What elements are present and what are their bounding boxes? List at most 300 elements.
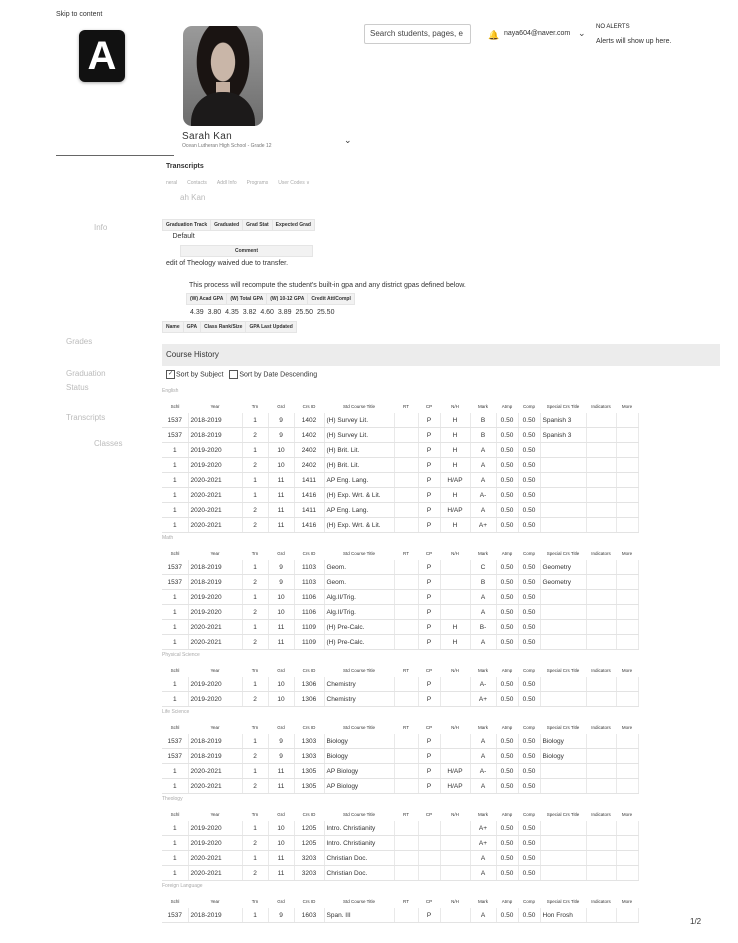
table-cell bbox=[616, 443, 638, 458]
table-cell bbox=[616, 749, 638, 764]
gpa-value: 25.50 bbox=[295, 309, 313, 316]
column-header: Indicators bbox=[591, 668, 611, 673]
table-cell bbox=[586, 779, 616, 794]
column-header: More bbox=[621, 899, 633, 904]
subject-group-label: English bbox=[162, 388, 179, 394]
course-table bbox=[162, 895, 639, 923]
table-header: Graduation Track bbox=[163, 220, 211, 231]
course-table bbox=[162, 808, 639, 881]
gpa-table bbox=[186, 293, 355, 305]
table-cell: 1103 bbox=[294, 560, 324, 575]
tab-user-codes[interactable]: User Codes ∨ bbox=[278, 180, 310, 186]
column-header: Crs ID bbox=[302, 899, 316, 904]
table-cell bbox=[586, 908, 616, 923]
table-cell: 1 bbox=[242, 734, 268, 749]
table-cell: H bbox=[440, 413, 470, 428]
column-header: Crs ID bbox=[302, 668, 316, 673]
nav-item-transcripts[interactable]: Transcripts bbox=[66, 413, 106, 422]
table-cell: 2019-2020 bbox=[188, 443, 242, 458]
table-cell: H/AP bbox=[440, 779, 470, 794]
table-cell bbox=[394, 560, 418, 575]
table-cell: A bbox=[470, 779, 496, 794]
table-cell: (H) Exp. Wrt. & Lit. bbox=[324, 518, 394, 533]
table-cell: 1537 bbox=[162, 560, 188, 575]
table-cell: 9 bbox=[268, 428, 294, 443]
table-row[interactable] bbox=[162, 458, 638, 473]
table-cell: 1103 bbox=[294, 575, 324, 590]
table-cell: 1 bbox=[242, 620, 268, 635]
student-name: Sarah Kan bbox=[182, 131, 232, 142]
table-cell bbox=[540, 836, 586, 851]
table-cell: 11 bbox=[268, 764, 294, 779]
column-header: CP bbox=[425, 668, 433, 673]
sort-by-date-checkbox[interactable] bbox=[229, 370, 238, 379]
tab-general[interactable]: neral bbox=[166, 180, 178, 186]
column-header: Trn bbox=[251, 725, 259, 730]
table-cell: 1 bbox=[242, 821, 268, 836]
course-history-groups bbox=[162, 388, 722, 925]
gpa-value: 3.82 bbox=[242, 309, 257, 316]
skip-to-content-link[interactable]: Skip to content bbox=[56, 11, 103, 18]
table-cell: A+ bbox=[470, 836, 496, 851]
table-cell bbox=[616, 488, 638, 503]
table-cell: 0.50 bbox=[496, 734, 518, 749]
table-cell: 3203 bbox=[294, 866, 324, 881]
table-cell bbox=[586, 866, 616, 881]
column-header: N/H bbox=[451, 812, 459, 817]
table-cell: 2 bbox=[242, 518, 268, 533]
gpa-value: 3.89 bbox=[277, 309, 292, 316]
tab-contacts[interactable]: Contacts bbox=[187, 180, 207, 186]
user-email[interactable]: naya604@naver.com bbox=[504, 30, 571, 37]
table-cell: 1205 bbox=[294, 821, 324, 836]
table-cell bbox=[394, 866, 418, 881]
app-logo[interactable]: A bbox=[79, 30, 125, 82]
table-cell bbox=[586, 749, 616, 764]
column-header: Atmp bbox=[501, 812, 513, 817]
table-cell bbox=[394, 749, 418, 764]
table-cell bbox=[394, 413, 418, 428]
table-row[interactable] bbox=[162, 575, 638, 590]
table-cell: A bbox=[470, 473, 496, 488]
table-cell: (H) Exp. Wrt. & Lit. bbox=[324, 488, 394, 503]
table-cell bbox=[540, 590, 586, 605]
table-cell bbox=[616, 560, 638, 575]
table-cell: (H) Survey Lit. bbox=[324, 428, 394, 443]
table-row[interactable] bbox=[162, 635, 638, 650]
table-cell: A bbox=[470, 734, 496, 749]
column-header: Comp bbox=[522, 551, 535, 556]
table-cell: 2019-2020 bbox=[188, 692, 242, 707]
table-cell: A bbox=[470, 443, 496, 458]
table-cell: Biology bbox=[540, 734, 586, 749]
table-cell: 2019-2020 bbox=[188, 605, 242, 620]
table-cell: 2 bbox=[242, 749, 268, 764]
chevron-down-icon[interactable]: ⌄ bbox=[344, 135, 352, 145]
column-header: Indicators bbox=[591, 404, 611, 409]
column-header: Crs ID bbox=[302, 725, 316, 730]
column-header: Atmp bbox=[501, 404, 513, 409]
table-cell: 10 bbox=[268, 677, 294, 692]
table-cell bbox=[616, 575, 638, 590]
table-cell bbox=[394, 443, 418, 458]
table-cell: 0.50 bbox=[518, 413, 540, 428]
table-cell: 10 bbox=[268, 836, 294, 851]
table-cell bbox=[440, 866, 470, 881]
column-header: N/H bbox=[451, 551, 459, 556]
alerts-subtitle: Alerts will show up here. bbox=[596, 38, 672, 45]
table-cell: Geometry bbox=[540, 560, 586, 575]
nav-item-grades[interactable]: Grades bbox=[66, 337, 93, 346]
table-cell: Intro. Christianity bbox=[324, 821, 394, 836]
table-cell: (H) Pre-Calc. bbox=[324, 620, 394, 635]
table-row[interactable] bbox=[162, 518, 638, 533]
table-cell bbox=[586, 458, 616, 473]
gpa-note: This process will recompute the student's built-in gpa and any district gpas defined below. bbox=[189, 282, 466, 289]
column-header: Comp bbox=[522, 404, 535, 409]
table-cell bbox=[394, 734, 418, 749]
subject-group-label: Foreign Language bbox=[162, 883, 203, 889]
column-header: Trn bbox=[251, 404, 259, 409]
table-cell: 2019-2020 bbox=[188, 836, 242, 851]
table-cell: 0.50 bbox=[518, 428, 540, 443]
column-header: Special Crs Title bbox=[546, 551, 580, 556]
table-header: Expected Grad bbox=[272, 220, 314, 231]
table-cell bbox=[394, 692, 418, 707]
table-cell bbox=[540, 866, 586, 881]
table-cell bbox=[394, 458, 418, 473]
table-cell bbox=[586, 836, 616, 851]
table-cell: 1 bbox=[162, 605, 188, 620]
table-cell: P bbox=[418, 443, 440, 458]
table-cell: Biology bbox=[324, 749, 394, 764]
table-cell: 0.50 bbox=[496, 503, 518, 518]
table-cell: H bbox=[440, 458, 470, 473]
table-header: Grad Stat bbox=[243, 220, 273, 231]
column-header: Mark bbox=[478, 551, 488, 556]
table-cell bbox=[440, 851, 470, 866]
table-cell: 1411 bbox=[294, 503, 324, 518]
table-cell bbox=[616, 458, 638, 473]
table-cell: P bbox=[418, 473, 440, 488]
table-cell: 2018-2019 bbox=[188, 428, 242, 443]
table-row[interactable] bbox=[162, 428, 638, 443]
table-cell bbox=[616, 620, 638, 635]
subject-group-label: Theology bbox=[162, 796, 183, 802]
table-cell: P bbox=[418, 779, 440, 794]
table-cell: 2402 bbox=[294, 458, 324, 473]
table-cell: 0.50 bbox=[518, 779, 540, 794]
course-table bbox=[162, 721, 639, 794]
table-cell: P bbox=[418, 458, 440, 473]
column-header: RT bbox=[403, 812, 409, 817]
table-row[interactable] bbox=[162, 560, 638, 575]
table-cell: P bbox=[418, 749, 440, 764]
table-cell bbox=[616, 779, 638, 794]
page-title: Transcripts bbox=[166, 163, 204, 170]
sort-by-subject-checkbox[interactable]: ✓ bbox=[167, 371, 174, 377]
table-row[interactable] bbox=[162, 473, 638, 488]
student-photo bbox=[183, 26, 263, 126]
sort-options bbox=[166, 370, 317, 379]
table-cell: 1 bbox=[242, 677, 268, 692]
table-cell: 0.50 bbox=[518, 575, 540, 590]
nav-item-info[interactable]: Info bbox=[94, 223, 108, 232]
table-row[interactable] bbox=[162, 749, 638, 764]
table-cell: A bbox=[470, 635, 496, 650]
table-cell: 2020-2021 bbox=[188, 503, 242, 518]
table-cell: 1 bbox=[162, 518, 188, 533]
table-cell: 2 bbox=[242, 575, 268, 590]
table-cell: P bbox=[418, 518, 440, 533]
table-cell: 11 bbox=[268, 503, 294, 518]
table-cell bbox=[540, 518, 586, 533]
table-cell bbox=[616, 518, 638, 533]
table-row[interactable] bbox=[162, 764, 638, 779]
table-cell bbox=[586, 851, 616, 866]
table-cell: 2 bbox=[242, 866, 268, 881]
column-header: Year bbox=[210, 725, 220, 730]
table-row[interactable] bbox=[162, 677, 638, 692]
table-cell: 0.50 bbox=[496, 518, 518, 533]
table-cell bbox=[616, 821, 638, 836]
table-cell: H bbox=[440, 428, 470, 443]
table-cell: 2 bbox=[242, 458, 268, 473]
table-cell: H bbox=[440, 518, 470, 533]
table-cell: 0.50 bbox=[518, 749, 540, 764]
table-cell bbox=[440, 908, 470, 923]
table-cell: P bbox=[418, 590, 440, 605]
tab-programs[interactable]: Programs bbox=[246, 180, 269, 186]
table-cell bbox=[418, 836, 440, 851]
table-cell: 0.50 bbox=[496, 851, 518, 866]
table-cell bbox=[540, 473, 586, 488]
table-cell: 10 bbox=[268, 821, 294, 836]
table-cell bbox=[540, 821, 586, 836]
table-row[interactable] bbox=[162, 413, 638, 428]
table-cell: 1 bbox=[242, 413, 268, 428]
table-cell bbox=[440, 575, 470, 590]
table-cell: 1 bbox=[242, 443, 268, 458]
course-table bbox=[162, 664, 639, 707]
table-cell: 11 bbox=[268, 851, 294, 866]
column-header: Indicators bbox=[591, 812, 611, 817]
table-header: GPA bbox=[183, 322, 200, 333]
table-cell bbox=[586, 518, 616, 533]
table-cell: 9 bbox=[268, 413, 294, 428]
table-cell bbox=[440, 734, 470, 749]
column-header: Grd bbox=[277, 812, 285, 817]
table-cell: 1 bbox=[162, 764, 188, 779]
table-cell: P bbox=[418, 413, 440, 428]
table-cell: H/AP bbox=[440, 503, 470, 518]
table-cell: 0.50 bbox=[496, 575, 518, 590]
column-header: More bbox=[621, 725, 633, 730]
column-header: Year bbox=[210, 404, 220, 409]
table-cell: Intro. Christianity bbox=[324, 836, 394, 851]
table-cell: 2 bbox=[242, 428, 268, 443]
table-cell: 1305 bbox=[294, 764, 324, 779]
table-header: Comment bbox=[181, 246, 313, 257]
course-history-header bbox=[162, 344, 720, 366]
table-cell: B bbox=[470, 428, 496, 443]
table-cell: 0.50 bbox=[496, 605, 518, 620]
table-cell: 0.50 bbox=[496, 821, 518, 836]
table-cell: 11 bbox=[268, 635, 294, 650]
table-cell bbox=[616, 503, 638, 518]
table-cell: B- bbox=[470, 620, 496, 635]
table-cell: 1306 bbox=[294, 677, 324, 692]
table-row[interactable] bbox=[162, 779, 638, 794]
column-header: Mark bbox=[478, 899, 488, 904]
table-cell bbox=[616, 908, 638, 923]
table-cell: H bbox=[440, 620, 470, 635]
table-cell: 0.50 bbox=[518, 473, 540, 488]
table-cell bbox=[440, 836, 470, 851]
table-cell: 2 bbox=[242, 779, 268, 794]
column-header: Special Crs Title bbox=[546, 668, 580, 673]
table-cell: C bbox=[470, 560, 496, 575]
table-row[interactable] bbox=[162, 908, 638, 923]
table-cell: P bbox=[418, 692, 440, 707]
table-cell: 0.50 bbox=[518, 851, 540, 866]
table-cell bbox=[616, 734, 638, 749]
table-cell: 2018-2019 bbox=[188, 560, 242, 575]
table-cell: 9 bbox=[268, 734, 294, 749]
column-header: CP bbox=[425, 551, 433, 556]
table-cell: 0.50 bbox=[496, 458, 518, 473]
table-cell bbox=[394, 518, 418, 533]
table-cell: Biology bbox=[324, 734, 394, 749]
nav-item-graduation-status[interactable]: Graduation Status bbox=[66, 369, 106, 392]
table-cell: Biology bbox=[540, 749, 586, 764]
table-cell bbox=[394, 590, 418, 605]
table-header: GPA Last Updated bbox=[246, 322, 296, 333]
gpa-value: 4.35 bbox=[225, 309, 239, 316]
table-row[interactable] bbox=[162, 488, 638, 503]
table-cell bbox=[586, 590, 616, 605]
table-cell bbox=[616, 692, 638, 707]
table-cell: 1 bbox=[162, 677, 188, 692]
table-header: Class Rank/Size bbox=[201, 322, 246, 333]
table-row[interactable] bbox=[162, 866, 638, 881]
table-cell: Spanish 3 bbox=[540, 428, 586, 443]
column-header: Year bbox=[210, 812, 220, 817]
table-cell bbox=[394, 779, 418, 794]
bell-icon[interactable]: 🔔 bbox=[488, 30, 500, 40]
table-cell: (H) Pre-Calc. bbox=[324, 635, 394, 650]
table-cell bbox=[394, 764, 418, 779]
table-cell bbox=[440, 590, 470, 605]
table-row[interactable] bbox=[162, 443, 638, 458]
table-cell: A bbox=[470, 866, 496, 881]
table-cell bbox=[616, 866, 638, 881]
subject-group-label: Physical Science bbox=[162, 652, 200, 658]
table-cell bbox=[540, 443, 586, 458]
table-cell: 0.50 bbox=[518, 560, 540, 575]
table-cell bbox=[540, 620, 586, 635]
column-header: Year bbox=[210, 551, 220, 556]
table-cell bbox=[586, 428, 616, 443]
table-cell bbox=[418, 851, 440, 866]
table-cell bbox=[586, 692, 616, 707]
table-row[interactable] bbox=[162, 503, 638, 518]
table-cell: 0.50 bbox=[496, 677, 518, 692]
table-cell bbox=[586, 413, 616, 428]
tab-addl-info[interactable]: Addl Info bbox=[216, 180, 237, 186]
table-row[interactable] bbox=[162, 620, 638, 635]
table-cell: 2020-2021 bbox=[188, 473, 242, 488]
table-row[interactable] bbox=[162, 821, 638, 836]
column-header: Atmp bbox=[501, 551, 513, 556]
chevron-down-icon[interactable]: ⌄ bbox=[578, 28, 586, 38]
table-cell: Christian Doc. bbox=[324, 866, 394, 881]
table-cell: 1 bbox=[162, 443, 188, 458]
column-header: Std Course Title bbox=[342, 725, 375, 730]
table-cell: 0.50 bbox=[518, 836, 540, 851]
table-cell bbox=[540, 851, 586, 866]
table-cell bbox=[586, 677, 616, 692]
table-cell: 1 bbox=[242, 590, 268, 605]
table-row[interactable] bbox=[162, 851, 638, 866]
table-cell: H bbox=[440, 488, 470, 503]
table-cell: 2 bbox=[242, 836, 268, 851]
table-cell: 2402 bbox=[294, 443, 324, 458]
table-cell: P bbox=[418, 575, 440, 590]
table-cell: Geometry bbox=[540, 575, 586, 590]
table-row[interactable] bbox=[162, 734, 638, 749]
table-cell: Alg.II/Trig. bbox=[324, 605, 394, 620]
table-cell: A bbox=[470, 908, 496, 923]
table-cell bbox=[586, 821, 616, 836]
table-cell: 0.50 bbox=[496, 428, 518, 443]
column-header: Year bbox=[210, 899, 220, 904]
nav-item-classes[interactable]: Classes bbox=[94, 439, 123, 448]
table-cell: 1 bbox=[242, 764, 268, 779]
column-header: N/H bbox=[451, 404, 459, 409]
table-cell bbox=[418, 821, 440, 836]
table-cell bbox=[616, 590, 638, 605]
table-cell: A+ bbox=[470, 692, 496, 707]
table-cell: 11 bbox=[268, 518, 294, 533]
table-cell: 2019-2020 bbox=[188, 590, 242, 605]
table-cell: 2018-2019 bbox=[188, 734, 242, 749]
table-cell: P bbox=[418, 677, 440, 692]
table-cell: Alg.II/Trig. bbox=[324, 590, 394, 605]
column-header: Crs ID bbox=[302, 404, 316, 409]
table-row[interactable] bbox=[162, 836, 638, 851]
table-cell bbox=[586, 473, 616, 488]
table-cell: 0.50 bbox=[496, 413, 518, 428]
column-header: Grd bbox=[277, 899, 285, 904]
table-cell: 2020-2021 bbox=[188, 488, 242, 503]
student-school: Ocean Lutheran High School - Grade 12 bbox=[182, 143, 272, 149]
table-cell: 0.50 bbox=[496, 866, 518, 881]
table-cell: 1 bbox=[242, 488, 268, 503]
search-input[interactable]: Search students, pages, e bbox=[364, 24, 471, 44]
table-cell: 1303 bbox=[294, 749, 324, 764]
table-row[interactable] bbox=[162, 605, 638, 620]
table-cell: 1 bbox=[242, 473, 268, 488]
table-cell: 1402 bbox=[294, 428, 324, 443]
table-cell: P bbox=[418, 560, 440, 575]
table-row[interactable] bbox=[162, 590, 638, 605]
table-cell bbox=[540, 677, 586, 692]
table-cell: 0.50 bbox=[518, 908, 540, 923]
table-row[interactable] bbox=[162, 692, 638, 707]
column-header: Indicators bbox=[591, 899, 611, 904]
table-cell: 9 bbox=[268, 908, 294, 923]
